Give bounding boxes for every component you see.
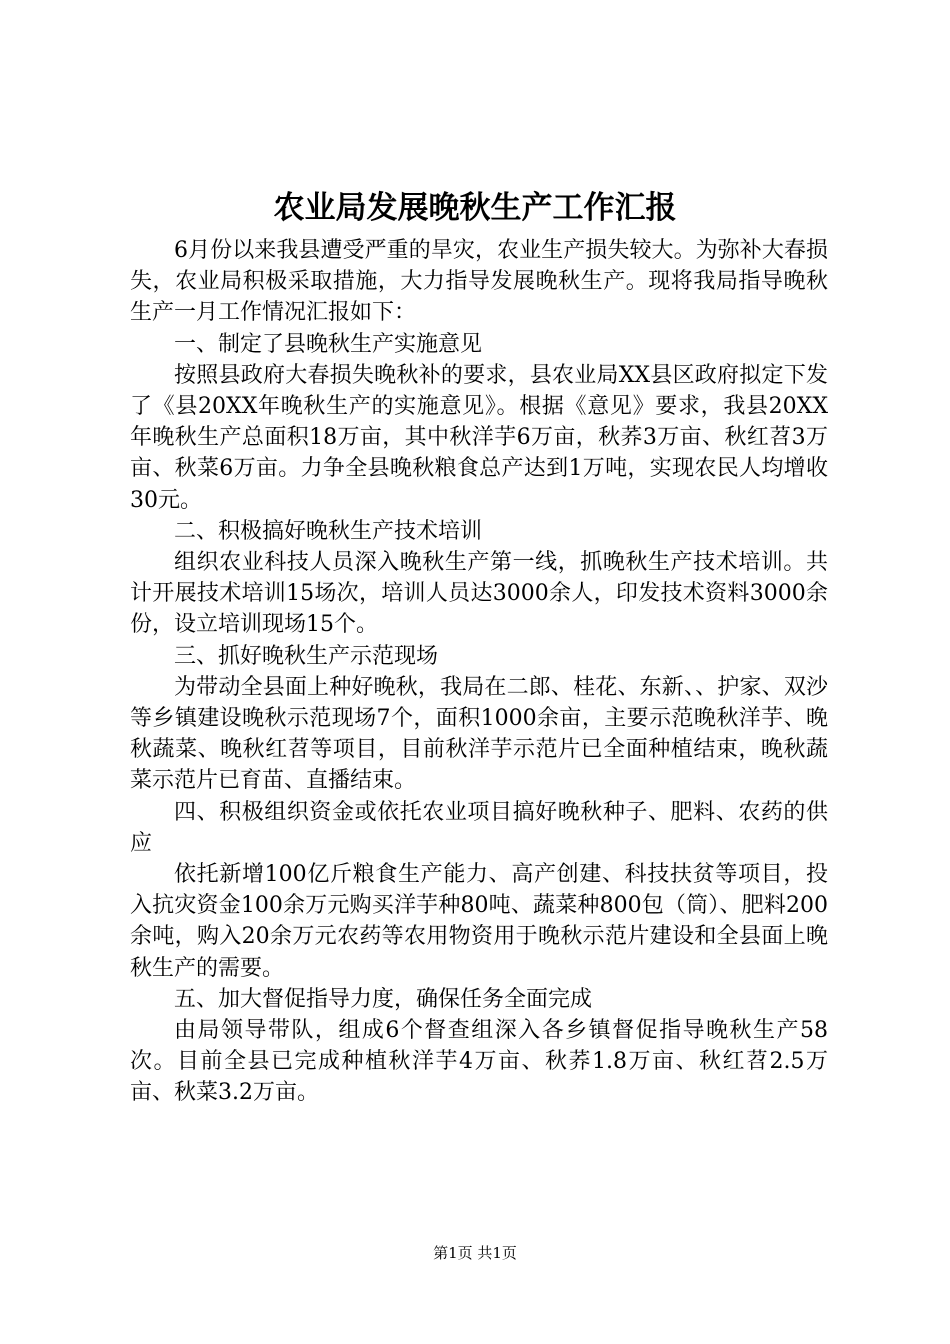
document-body <box>130 235 828 1109</box>
paragraph-section-5: 由局领导带队，组成6个督查组深入各乡镇督促指导晚秋生产58次。目前全县已完成种植秋洋芋4万亩、秋荞1.8万亩、秋红苕2.5万亩、秋菜3.2万亩。 <box>130 1018 828 1106</box>
paragraph-section-4: 依托新增100亿斤粮食生产能力、高产创建、科技扶贫等项目，投入抗灾资金100余万元购买洋芋种80吨、蔬菜种800包（筒）、肥料200余吨，购入20余万元农药等农用物资用于晚秋示范片建设和全县面上晚秋生产的需要。 <box>130 862 828 981</box>
paragraph-section-2: 组织农业科技人员深入晚秋生产第一线，抓晚秋生产技术培训。共计开展技术培训15场次，培训人员达3000余人，印发技术资料3000余份，设立培训现场15个。 <box>130 550 828 638</box>
section-heading-1: 一、制定了县晚秋生产实施意见 <box>174 331 483 357</box>
section-heading-3: 三、抓好晚秋生产示范现场 <box>174 643 439 669</box>
document-title: 农业局发展晚秋生产工作汇报 <box>273 190 677 226</box>
paragraph-section-3: 为带动全县面上种好晚秋，我局在二郎、桂花、东新、、护家、双沙等乡镇建设晚秋示范现场7个，面积1000余亩，主要示范晚秋洋芋、晚秋蔬菜、晚秋红苕等项目，目前秋洋芋示范片已全面种植结束，晚秋蔬菜示范片已育苗、直播结束。 <box>130 674 828 794</box>
section-heading-5: 五、加大督促指导力度，确保任务全面完成 <box>174 986 593 1012</box>
page-number-footer: 第1页 共1页 <box>433 1244 517 1262</box>
section-heading-2: 二、积极搞好晚秋生产技术培训 <box>174 518 483 544</box>
paragraph-intro: 6月份以来我县遭受严重的旱灾，农业生产损失较大。为弥补大春损失，农业局积极采取措施，大力指导发展晚秋生产。现将我局指导晚秋生产一月工作情况汇报如下： <box>130 238 828 326</box>
section-heading-4: 四、积极组织资金或依托农业项目搞好晚秋种子、肥料、农药的供应 <box>130 799 828 856</box>
paragraph-section-1: 按照县政府大春损失晚秋补的要求，县农业局XX县区政府拟定下发了《县20XX年晚秋生产的实施意见》。根据《意见》要求，我县20XX年晚秋生产总面积18万亩，其中秋洋芋6万亩，秋荞3万亩、秋红苕3万亩、秋菜6万亩。力争全县晚秋粮食总产达到1万吨，实现农民人均增收30元。 <box>130 362 828 513</box>
